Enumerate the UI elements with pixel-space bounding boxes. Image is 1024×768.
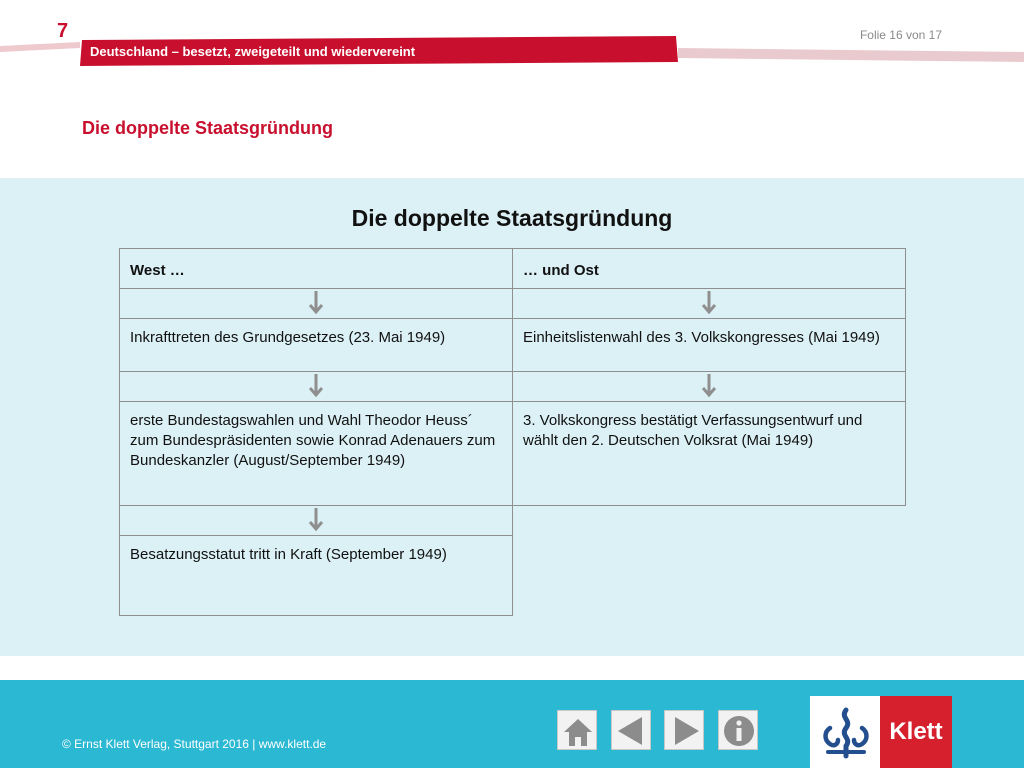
klett-logo-text: Klett: [889, 718, 943, 745]
east-header-cell: … und Ost: [512, 248, 906, 289]
triangle-left-icon: [612, 711, 652, 751]
klett-logo-red-block: [880, 696, 952, 768]
triangle-right-icon: [665, 711, 705, 751]
east-arrow-cell-1: [512, 288, 906, 319]
west-arrow-cell-2: [119, 371, 513, 402]
content-panel: [0, 178, 1024, 656]
west-arrow-cell-1: [119, 288, 513, 319]
home-button[interactable]: [557, 710, 597, 750]
arrow-down-icon: [309, 508, 323, 532]
chapter-number: 7: [57, 20, 69, 42]
main-title: Die doppelte Staatsgründung: [351, 205, 673, 231]
west-arrow-cell-3: [119, 505, 513, 536]
west-step-2: erste Bundestagswahlen und Wahl Theodor Heuss´ zum Bundespräsidenten sowie Konrad Adenauers zum Bundeskanzler (August/September 1949): [119, 401, 513, 506]
header-title: Deutschland – besetzt, zweigeteilt und wiedervereint: [90, 44, 416, 59]
west-header-cell: West …: [119, 248, 513, 289]
arrow-down-icon: [309, 291, 323, 315]
info-button[interactable]: [718, 710, 758, 750]
east-step-1: Einheitslistenwahl des 3. Volkskongresses (Mai 1949): [512, 318, 906, 372]
klett-logo[interactable]: [810, 696, 952, 768]
east-arrow-cell-2: [512, 371, 906, 402]
arrow-down-icon: [702, 374, 716, 398]
west-step-3: Besatzungsstatut tritt in Kraft (September 1949): [119, 535, 513, 616]
west-step-1: Inkrafttreten des Grundgesetzes (23. Mai 1949): [119, 318, 513, 372]
klett-emblem-icon: [810, 696, 880, 768]
next-button[interactable]: [664, 710, 704, 750]
footer-band: [0, 680, 1024, 768]
previous-button[interactable]: [611, 710, 651, 750]
slide-counter: Folie 16 von 17: [859, 28, 942, 42]
arrow-down-icon: [309, 374, 323, 398]
east-step-2: 3. Volkskongress bestätigt Verfassungsentwurf und wählt den 2. Deutschen Volksrat (Mai 1949): [512, 401, 906, 506]
copyright-text: © Ernst Klett Verlag, Stuttgart 2016 | www.klett.de: [62, 737, 327, 751]
home-icon: [558, 711, 598, 751]
info-icon: [719, 711, 759, 751]
slide-subtitle: Die doppelte Staatsgründung: [82, 118, 334, 138]
arrow-down-icon: [702, 291, 716, 315]
